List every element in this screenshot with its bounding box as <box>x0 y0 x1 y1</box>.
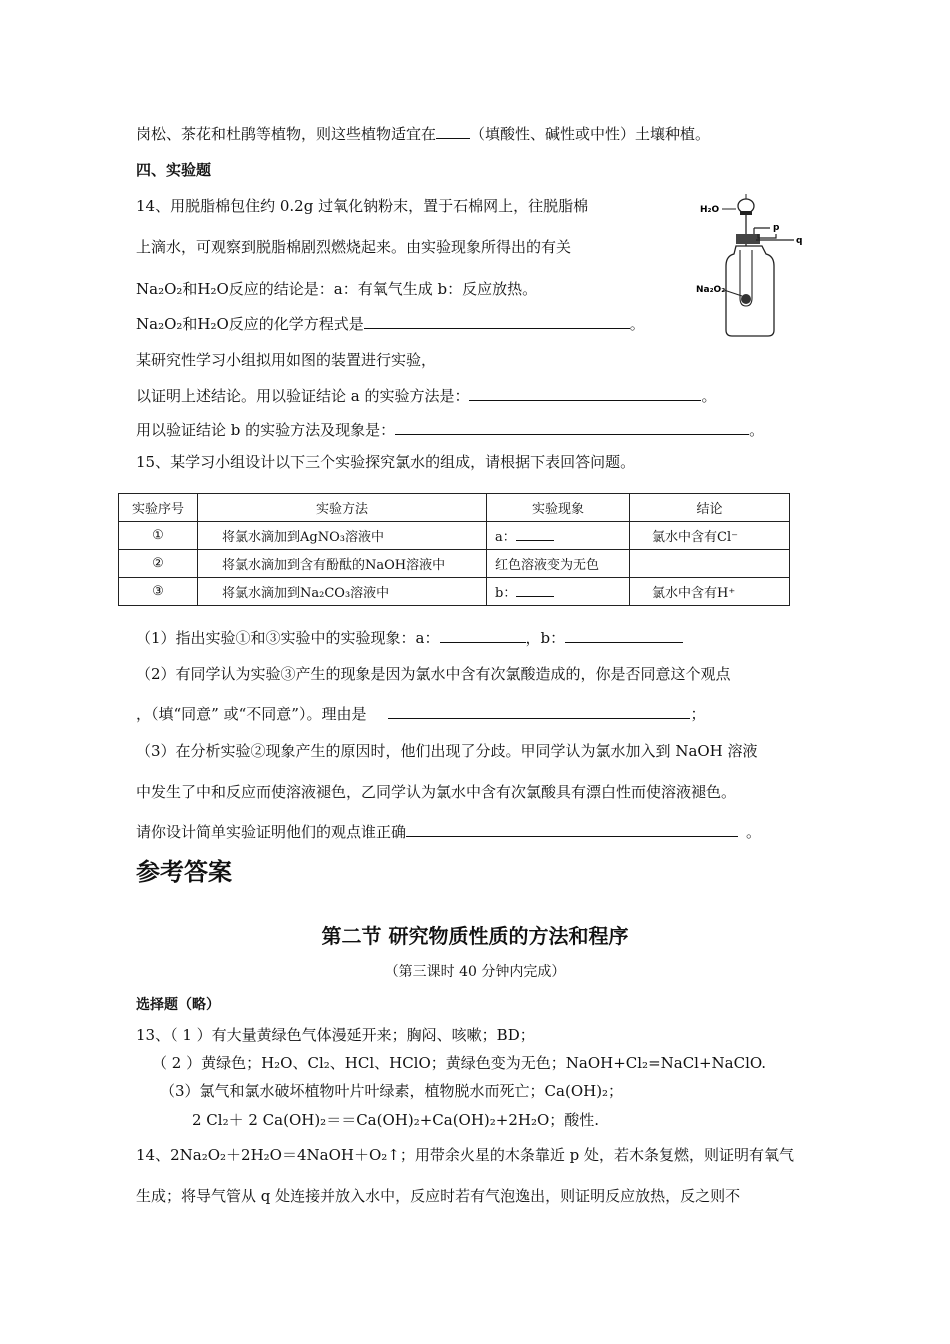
equation-blank[interactable] <box>364 314 630 329</box>
q15-part-3-line-2: 中发生了中和反应而使溶液褪色，乙同学认为氯水中含有次氯酸具有漂白性而使溶液褪色。 <box>136 783 737 801</box>
funnel-bulb <box>738 199 754 213</box>
q15-part-2-line-2 <box>136 704 705 724</box>
answer-14-2: 生成；将导气管从 q 处连接并放入水中，反应时若有气泡逸出，则证明反应放热，反之则不 <box>136 1187 741 1205</box>
table-row <box>119 522 790 550</box>
table-cell <box>198 550 487 578</box>
semicolon: ； <box>690 705 706 723</box>
apparatus-figure <box>696 190 814 340</box>
q15-intro: 15、某学习小组设计以下三个实验探究氯水的组成，请根据下表回答问题。 <box>136 453 636 471</box>
header-cell: 结论 <box>630 494 790 522</box>
answer-13-2: （ 2 ）黄绿色；H₂O、Cl₂、HCl、HClO；黄绿色变为无色；NaOH+Cl₂=NaCl+NaClO. <box>152 1054 767 1072</box>
table-cell <box>630 578 790 606</box>
q14-line-6 <box>136 386 717 406</box>
answer-13-1: 13、（ 1 ）有大量黄绿色气体漫延开来；胸闷、咳嗽；BD； <box>136 1026 535 1044</box>
header-cell: 实验方法 <box>198 494 487 522</box>
table-row <box>119 550 790 578</box>
answers-title: 参考答案 <box>136 858 232 886</box>
conclusion-text: 氯水中含有H⁺ <box>652 586 736 601</box>
period: 。 <box>701 387 717 405</box>
method-text: 将氯水滴加到含有酚酞的NaOH溶液中 <box>222 558 446 573</box>
part-1-a-blank[interactable] <box>440 628 526 643</box>
table-cell: 红色溶液变为无色 <box>487 550 630 578</box>
q15-part-3-line-3 <box>136 822 761 842</box>
conclusion-text: 氯水中含有Cl⁻ <box>652 530 738 545</box>
method-b-blank[interactable] <box>395 420 749 435</box>
part-3-prompt: 请你设计简单实验证明他们的观点谁正确 <box>136 823 407 841</box>
q14-line-4 <box>136 314 645 334</box>
q14-line-7 <box>136 420 764 440</box>
part-2-prompt: ，（填“同意” 或“不同意”）。理由是 <box>136 705 367 723</box>
part-3-blank[interactable] <box>406 822 738 837</box>
q14-line-2: 上滴水，可观察到脱脂棉剧烈燃烧起来。由实验现象所得出的有关 <box>136 238 572 256</box>
q15-part-1 <box>136 628 683 648</box>
experiment-table <box>118 493 790 606</box>
q14-line-1: 14、用脱脂棉包住约 0.2g 过氧化钠粉末，置于石棉网上，往脱脂棉 <box>136 197 589 215</box>
q15-part-2-line-1: （2）有同学认为实验③产生的现象是因为氯水中含有次氯酸造成的，你是否同意这个观点 <box>136 665 731 683</box>
answer-13-3: （3）氯气和氯水破坏植物叶片叶绿素，植物脱水而死亡；Ca(OH)₂； <box>160 1082 624 1100</box>
table-cell <box>630 522 790 550</box>
p-label: p <box>773 223 780 233</box>
period: 。 <box>629 315 645 333</box>
part-2-blank[interactable] <box>388 704 690 719</box>
phenomenon-label: b： <box>495 586 517 601</box>
q14-line-5: 某研究性学习小组拟用如图的装置进行实验， <box>136 351 437 369</box>
part-1-b-label: ，b： <box>525 629 566 647</box>
q13-tail-text: 岗松、茶花和杜鹃等植物，则这些植物适宜在 <box>136 125 437 143</box>
method-text: 将氯水滴加到Na₂CO₃溶液中 <box>222 586 390 601</box>
q15-part-3-line-1: （3）在分析实验②现象产生的原因时，他们出现了分歧。甲同学认为氯水加入到 NaOH 溶液 <box>136 742 758 760</box>
q14-equation-prompt: Na₂O₂和H₂O反应的化学方程式是 <box>136 315 364 333</box>
table-cell <box>487 578 630 606</box>
answer-blank[interactable] <box>436 124 470 139</box>
section-4-title: 四、实验题 <box>136 161 212 179</box>
part-1-b-blank[interactable] <box>565 628 683 643</box>
q14-method-a-prompt: 以证明上述结论。用以验证结论 a 的实验方法是： <box>136 387 470 405</box>
table-cell <box>487 522 630 550</box>
method-a-blank[interactable] <box>469 386 701 401</box>
q14-line-3: Na₂O₂和H₂O反应的结论是：a：有氧气生成 b：反应放热。 <box>136 280 538 298</box>
table-header-row <box>119 494 790 522</box>
phenomenon-b-blank[interactable] <box>516 584 554 597</box>
table-cell: ③ <box>119 578 198 606</box>
q13-tail-line <box>136 124 710 144</box>
table-cell <box>198 578 487 606</box>
section-title: 第二节 研究物质性质的方法和程序 <box>321 924 629 948</box>
table-cell: ② <box>119 550 198 578</box>
table-cell <box>198 522 487 550</box>
q14-method-b-prompt: 用以验证结论 b 的实验方法及现象是： <box>136 421 396 439</box>
phenomenon-label: a： <box>495 530 516 545</box>
period: 。 <box>749 421 765 439</box>
header-cell: 实验现象 <box>487 494 630 522</box>
table-cell <box>630 550 790 578</box>
part-1-prompt: （1）指出实验①和③实验中的实验现象：a： <box>136 629 440 647</box>
q-label: q <box>796 236 803 246</box>
table-cell: ① <box>119 522 198 550</box>
stopper <box>736 234 760 244</box>
period: 。 <box>746 823 762 841</box>
table-row <box>119 578 790 606</box>
answer-13-4: 2 Cl₂＋ 2 Ca(OH)₂＝＝Ca(OH)₂+Ca(OH)₂+2H₂O；酸性. <box>192 1111 600 1129</box>
answer-14-1: 14、2Na₂O₂＋2H₂O＝4NaOH＋O₂↑；用带余火星的木条靠近 p 处，若木条复燃，则证明有氧气 <box>136 1146 794 1164</box>
phenomenon-a-blank[interactable] <box>516 528 554 541</box>
na2o2-label: Na₂O₂ <box>696 285 726 295</box>
q13-tail-hint: （填酸性、碱性或中性）土壤种植。 <box>470 125 711 143</box>
header-cell: 实验序号 <box>119 494 198 522</box>
choice-answers: 选择题（略） <box>136 997 220 1013</box>
flask <box>726 246 774 336</box>
h2o-label: H₂O <box>700 205 720 215</box>
section-subtitle: （第三课时 40 分钟内完成） <box>384 964 566 980</box>
method-text: 将氯水滴加到AgNO₃溶液中 <box>222 530 384 545</box>
